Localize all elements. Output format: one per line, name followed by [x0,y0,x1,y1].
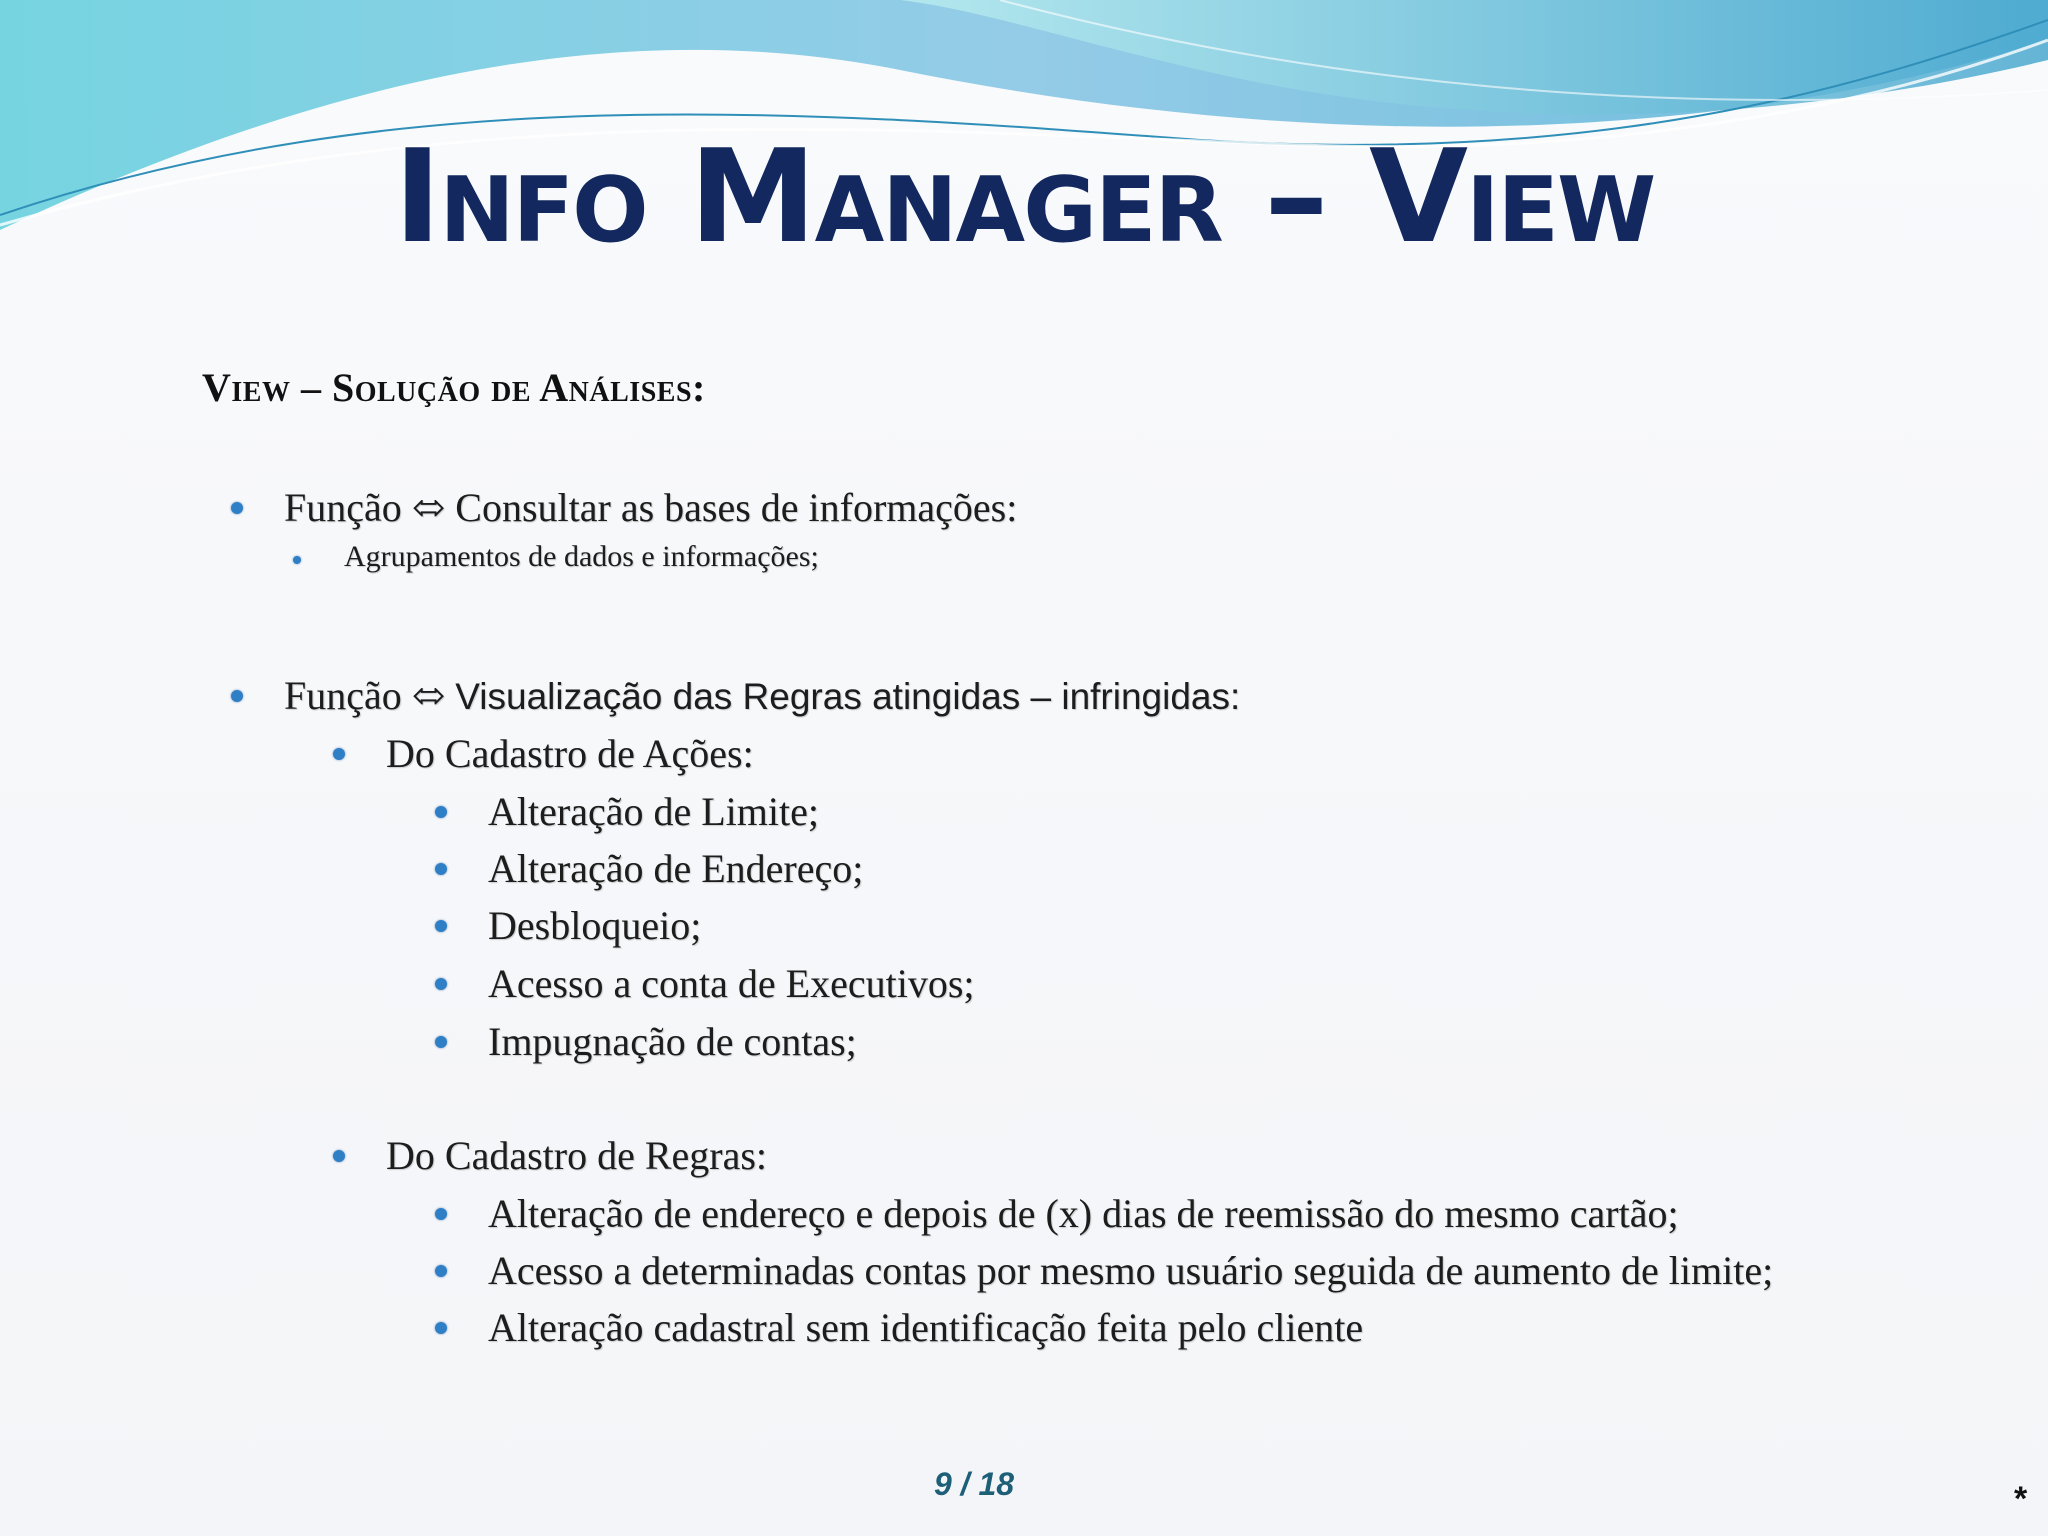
rule-text: Alteração de Limite; [488,789,819,834]
bullet-icon [333,1150,345,1162]
function-text: Visualização das Regras atingidas – infringidas: [455,676,1241,717]
group-label: Do Cadastro de Ações: [386,731,754,776]
bullet-icon [435,806,447,818]
bullet-icon [333,748,345,760]
bullet-icon [293,556,301,564]
rule-text: Acesso a determinadas contas por mesmo usuário seguida de aumento de limite; [488,1248,1774,1293]
corner-mark: * [2014,1480,2028,1518]
rule-text: Impugnação de contas; [488,1019,857,1064]
rule-text: Alteração de Endereço; [488,846,864,891]
rule-text: Desbloqueio; [488,903,702,948]
rule-text: Acesso a conta de Executivos; [488,961,975,1006]
function-prefix: Função ⬄ [284,485,456,530]
bullet-icon [231,690,243,702]
section-heading: View – Solução de Análises: [202,365,706,410]
bullet-icon [435,1208,447,1220]
bullet-icon [435,1036,447,1048]
group-label: Do Cadastro de Regras: [386,1133,768,1178]
function-prefix: Função ⬄ [284,673,456,718]
function-text: Consultar as bases de informações: [455,485,1018,530]
rule-text: Alteração de endereço e depois de (x) dias de reemissão do mesmo cartão; [488,1191,1679,1236]
bullet-icon [435,920,447,932]
bullet-icon [231,502,243,514]
bullet-icon [435,863,447,875]
rule-text: Alteração cadastral sem identificação feita pelo cliente [488,1305,1364,1350]
slide-title: Info Manager – View [393,123,1655,272]
page-number: 9 / 18 [933,1466,1015,1502]
bullet-icon [435,1265,447,1277]
bullet-icon [435,978,447,990]
bullet-icon [435,1322,447,1334]
sub-item-text: Agrupamentos de dados e informações; [344,540,819,573]
